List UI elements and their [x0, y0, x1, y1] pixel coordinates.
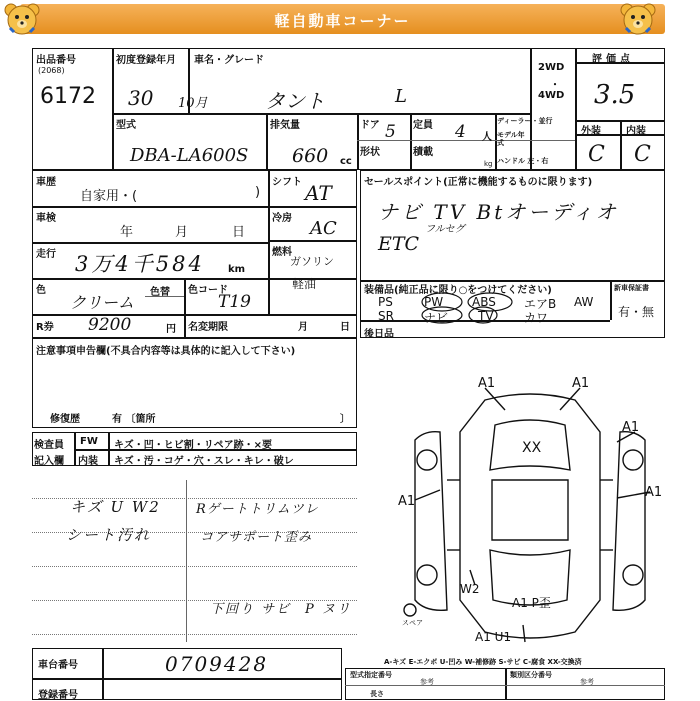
- damage-mark-xx: XX: [522, 440, 542, 456]
- repair-history-label: 修復歴: [50, 414, 80, 425]
- recycle-amount: 9200: [88, 315, 132, 335]
- damage-legend: A-キズ E-エクボ U-凹み W-補修跡 S-サビ C-腐食 XX-交換済: [384, 658, 582, 666]
- spare-label: スペア: [402, 619, 423, 627]
- fuel-gasoline: ガソリン: [290, 255, 334, 268]
- shift-value: AT: [305, 181, 332, 205]
- handle-label: ハンドル 左・右: [497, 157, 549, 165]
- dealer-label: ディーラー・並行: [497, 117, 553, 125]
- damage-mark-1: A1: [478, 376, 496, 391]
- remark-left-1: キズ U W2: [70, 498, 161, 516]
- chassis-number: 0709428: [165, 652, 269, 676]
- rear-items-label: 後日品: [364, 329, 394, 340]
- repair-history-value: 有 〔箇所: [112, 414, 156, 425]
- fuel-label: 燃料: [272, 247, 292, 258]
- header-box: [32, 48, 665, 170]
- remark-right-2: コアサポート歪み: [200, 530, 313, 545]
- capacity-value: 4: [455, 122, 466, 142]
- equip-tv: TV: [478, 309, 494, 323]
- first-reg-month: 10月: [178, 96, 208, 111]
- score-value: 3.5: [594, 80, 636, 110]
- auction-no-label: 出品番号: [36, 55, 76, 66]
- damage-mark-bumper: A1 U1: [475, 630, 512, 644]
- damage-mark-3: A1: [622, 420, 640, 435]
- designated-label: 型式指定番号: [350, 671, 392, 679]
- inspection-day-unit: 日: [232, 225, 246, 240]
- interior-label: 内装: [626, 126, 646, 137]
- fw-label: FW: [80, 436, 98, 447]
- exterior-label: 外装: [581, 126, 601, 137]
- equip-abs: ABS: [472, 295, 496, 309]
- interior-items: キズ・汚・コゲ・穴・スレ・キレ・破レ: [114, 456, 294, 467]
- ac-value: AC: [310, 218, 337, 239]
- inspector-label: 検査員: [34, 440, 64, 451]
- damage-mark-w2: W2: [460, 582, 480, 596]
- banner-title: 軽自動車コーナー: [274, 12, 411, 30]
- model-code: DBA-LA600S: [130, 145, 249, 166]
- equip-aw: AW: [574, 295, 594, 309]
- sales-points-note: フルセグ: [425, 224, 465, 235]
- score-label: 評価点: [592, 54, 634, 65]
- damage-mark-rear: A1 P歪: [512, 596, 551, 610]
- remark-right-1: Rゲートトリムツレ: [196, 502, 319, 517]
- color-code-value: T19: [218, 292, 251, 312]
- chassis-label: 車台番号: [38, 660, 78, 671]
- auction-sheet: 出品番号 (2068) 6172 初度登録年月 30 10月 車名・グレード タント L 2WD ・ 4WD 評価点 3.5 型式 DBA-LA600S 排気量 660 cc ドア 5 定員 4 人 形状 積載 kg ディーラー・並行 モデル年式 ハンドル 左・右 外装 内装 C C 車歴 自家用・( ) シフト AT 車検 年 月 日 冷房 AC 走行 3万4千584 km 燃料 ガソリン 軽油 色 クリーム 色替 色コード T19 R券 9200 円 名変期限 月 日 セールスポイント(正常に機能するものに限ります) ナビ TV Btオーディオ フルセグ ETC 装備品(純正品に限り○をつけてください) 新車保証書 有・無 PS PW ABS エアB AW SR ナビ TV カワ 後日品 注意事項申告欄(不具合内容等は具体的に記入して下さい) 修復歴 有 〔箇所 〕 検査員 記入欄 FW 内装 キズ・凹・ヒビ割・リペア跡・×要 キズ・汚・コゲ・穴・スレ・キレ・破レ キズ U W2 シート汚れ Rゲートトリムツレ コアサポート歪み 下回り サビ P ヌリ A1 A1 A1 A1 A1 XX W2 A1 P歪 A1 U1 スペア A-キズ E-エクボ U-凹み W-補修跡 S-サビ C-腐食 XX-交換済 車台番号 0709428 登録番号 型式指定番号 参考 類別区分番号 参考 長さ: [0, 0, 700, 700]
- notes-label: 注意事項申告欄(不具合内容等は具体的に記入して下さい): [36, 346, 296, 357]
- mileage-value: 3万4千584: [75, 252, 205, 276]
- category-ref: 参考: [580, 678, 594, 686]
- repair-history-close: 〕: [340, 414, 350, 425]
- displacement-label: 排気量: [270, 120, 300, 131]
- drive-2wd: 2WD: [538, 62, 565, 73]
- car-name: タント: [265, 89, 325, 113]
- equip-ps: PS: [378, 295, 393, 309]
- damage-mark-2: A1: [572, 376, 590, 391]
- remark-left-2: シート汚れ: [66, 526, 152, 544]
- category-label: 類別区分番号: [510, 671, 552, 679]
- car-name-label: 車名・グレード: [194, 55, 264, 66]
- name-change-label: 名変期限: [188, 322, 228, 333]
- first-reg-label: 初度登録年月: [116, 55, 176, 66]
- capacity-label: 定員: [413, 120, 433, 131]
- name-change-day: 日: [340, 322, 350, 333]
- color-label: 色: [36, 285, 46, 296]
- car-damage-diagram: [395, 370, 665, 660]
- shift-label: シフト: [272, 177, 302, 188]
- registration-label: 登録番号: [38, 690, 78, 701]
- remark-right-3: 下回り サビ: [210, 602, 292, 617]
- sales-points-line2: ETC: [378, 233, 420, 255]
- first-reg-year: 30: [128, 86, 154, 110]
- equip-pw: PW: [424, 295, 444, 309]
- designated-ref: 参考: [420, 678, 434, 686]
- name-change-month: 月: [298, 322, 308, 333]
- guarantee-label: 新車保証書: [614, 284, 649, 292]
- model-year-label: モデル年式: [497, 131, 525, 147]
- drive-4wd: 4WD: [538, 90, 565, 101]
- remark-right-4: P ヌリ: [305, 602, 352, 617]
- kg-unit: kg: [484, 160, 493, 168]
- fuel-diesel: 軽油: [292, 277, 317, 291]
- sales-points-label: セールスポイント(正常に機能するものに限ります): [364, 177, 593, 188]
- model-label: 型式: [116, 120, 136, 131]
- color-change-label: 色替: [150, 287, 170, 298]
- length-label: 長さ: [370, 690, 384, 698]
- equip-sr: SR: [378, 309, 394, 323]
- recycle-label: R券: [36, 322, 54, 333]
- displacement-value: 660: [292, 145, 329, 167]
- load-label: 積載: [413, 147, 433, 158]
- inspection-label: 車検: [36, 213, 56, 224]
- sub-number: (2068): [38, 66, 65, 75]
- yen-unit: 円: [166, 324, 176, 335]
- ac-label: 冷房: [272, 213, 292, 224]
- doors-value: 5: [385, 122, 396, 142]
- capacity-unit: 人: [482, 132, 492, 143]
- fw-items: キズ・凹・ヒビ割・リペア跡・×要: [114, 440, 272, 451]
- inspection-month-unit: 月: [175, 225, 189, 240]
- color-value: クリーム: [70, 293, 135, 312]
- shape-label: 形状: [360, 147, 380, 158]
- inspection-year-unit: 年: [120, 225, 134, 240]
- interior-inspect-label: 内装: [78, 456, 98, 467]
- car-history-label: 車歴: [36, 177, 56, 188]
- doors-label: ドア: [360, 120, 380, 131]
- equipment-circles: [420, 290, 600, 326]
- mileage-label: 走行: [36, 249, 56, 260]
- color-code-label: 色コード: [188, 285, 228, 296]
- equipment-label: 装備品(純正品に限り○をつけてください): [364, 285, 552, 296]
- equip-navi: ナビ: [424, 311, 449, 325]
- km-unit: km: [228, 264, 246, 275]
- lot-number: 6172: [40, 84, 96, 109]
- car-grade: L: [395, 86, 407, 107]
- interior-grade: C: [634, 142, 651, 167]
- cc-unit: cc: [340, 156, 352, 167]
- damage-mark-4: A1: [645, 485, 663, 500]
- sales-points-line1: ナビ TV Btオーディオ: [378, 200, 619, 224]
- damage-mark-5: A1: [398, 494, 416, 509]
- car-history-value: 自家用・(: [80, 189, 138, 204]
- guarantee-value: 有・無: [618, 305, 655, 319]
- entry-label: 記入欄: [34, 456, 64, 467]
- equip-other: カワ: [524, 311, 549, 325]
- equip-airbag: エアB: [524, 297, 557, 311]
- exterior-grade: C: [588, 142, 605, 167]
- car-history-close: ): [255, 185, 261, 200]
